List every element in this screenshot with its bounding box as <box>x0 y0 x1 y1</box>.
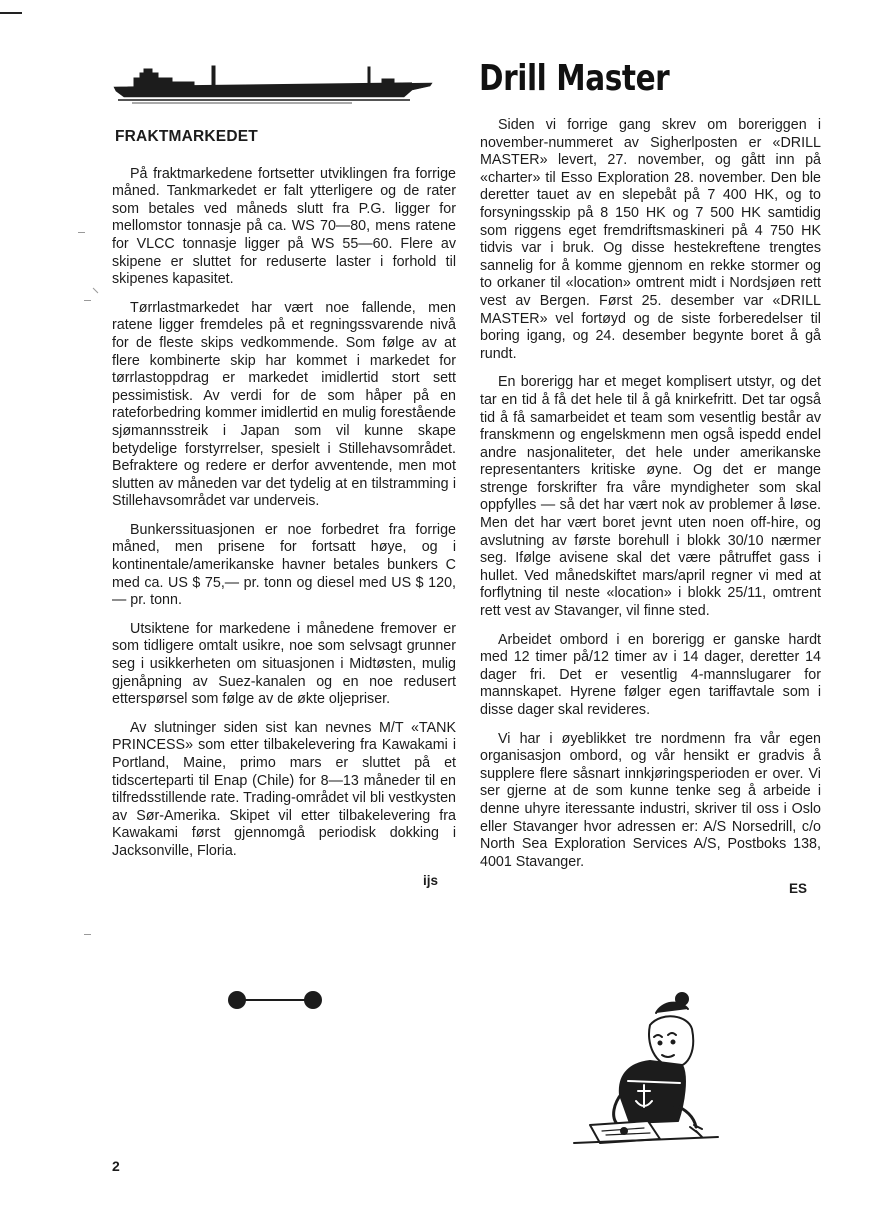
corner-crop-mark <box>0 12 22 14</box>
body-paragraph: Av slutninger siden sist kan nevnes M/T «TANK PRINCESS» som etter tilbakelevering fra Kawakami i Portland, Maine, primo mars er sluttet på et tidscerteparti til Enap (Chile) for 8—13 måneder til en tilfredsstillende rate. Trading-området vil bli vestkysten av Sør-Amerika. Skipet vil etter tilbakelevering fra Kawakami først gjennomgå periodisk dokking i Jacksonville, Floria. <box>112 719 456 859</box>
margin-tick <box>84 300 91 301</box>
author-signature: ijs <box>422 872 438 888</box>
body-paragraph: Arbeidet ombord i en borerigg er ganske hardt med 12 timer på/12 timer av i 14 dager, deretter 14 dager fri. Det er vesentlig 4-mannslugarer for mannskapet. Hyrene følger egen tariffavtale som i disse dager skal revideres. <box>480 631 821 718</box>
margin-tick <box>78 232 85 233</box>
margin-tick <box>93 288 99 294</box>
section-heading: FRAKTMARKEDET <box>115 128 258 145</box>
dot-line-dot-icon <box>227 990 323 1010</box>
tanker-ship-icon <box>112 62 434 104</box>
body-paragraph: Vi har i øyeblikket tre nordmenn fra vår egen organisasjon ombord, og vår hensikt er gradvis å supplere flere såsnart innkjøringsperioden er over. Vi ser gjerne at de som kunne tenke seg å arbeide i denne uhyre iteressante industri, skriver til oss i Oslo eller Stavanger hvor adressen er: A/S Norsedrill, c/o North Sea Exploration Services A/S, Postboks 138, 4001 Stavanger. <box>480 730 821 870</box>
body-paragraph: Tørrlastmarkedet har vært noe fallende, men ratene ligger fremdeles på et regningssvarende nivå for de fleste skips vedkommende. Som følge av at flere kombinerte skip har kommet i markedet for tørrlastoppdrag er markedet imidlertid stort sett pessimistisk. Av verdi for de som håper på en rateforbedring kommer imidlertid en mulig forestående sjømannsstreik i Japan som vil kunne skape betydelige forstyrrelser, spesielt i Stillehavsområdet. Befraktere og redere er derfor avventende, men mot slutten av måneden var det tydelig at en tilstramming i Stillehavsområdet var underveis. <box>112 299 456 510</box>
fraktmarkedet-column <box>112 128 456 889</box>
body-paragraph: Bunkerssituasjonen er noe forbedret fra forrige måned, men prisene for fortsatt høye, og i kontinentale/amerikanske havner betales bunkers C med ca. US $ 75,— pr. tonn og diesel med US $ 120,— pr. tonn. <box>112 521 456 609</box>
body-paragraph: Siden vi forrige gang skrev om boreriggen i november-nummeret av Sigherlposten er «DRILL MASTER» levert, 27. november, og gått inn på «charter» til Esso Exploration 28. november. Den ble deretter tauet av en slepebåt på 7 400 HK, og to forsyningsskip på 8 150 HK og 7 500 HK samtidig som riggens eget fremdriftsmaskineri på 4 750 HK tidvis var i bruk. Og disse hestekreftene trengtes sannelig for å komme gjennom en rekke stormer og to orkaner til «location» omtrent midt i Nordsjøen rett vest av Bergen. Først 25. desember var «DRILL MASTER» vel fortøyd og de siste forberedelser til boring igang, og 24. desember begynte boret å gå rundt. <box>480 117 821 362</box>
body-paragraph: En borerigg har et meget komplisert utstyr, og det tar en tid å få det hele til å gå knirkefritt. Det tar også tid å få samarbeidet et team som vesentlig består av franskmenn og engelskmenn men også ispedd endel andre nasjonaliteter, det hele under amerikanske representanters kritiske øyne. Og det er mange strenge forskrifter fra våre myndigheter som skal oppfylles — så det har vært nok av problemer å løse. Men det har vært boret jevnt uten noen off-hire, og avslutning av første borehull i blokk 30/10 nærmer seg. Ifølge avisene skal det være påtruffet gass i hullet. Ved månedskiftet mars/april regner vi med at forflytning til neste «location» i blokk 25/11, omtrent rett vest av Stavanger, vil finne sted. <box>480 374 821 620</box>
body-paragraph: På fraktmarkedene fortsetter utviklingen fra forrige måned. Tankmarkedet er falt ytterligere og de rater som betales ved måneds slutt fra P.G. ligger for mellomstor tonnasje på ca. WS 70—80, mens ratene for VLCC tonnasje ligger på WS 55—60. Flere av skipene er sluttet for reduserte laster i forhold til skipenes kapasitet. <box>112 165 456 288</box>
page-number: 2 <box>112 1158 120 1174</box>
body-paragraph: Utsiktene for markedene i månedene fremover er som tidligere omtalt usikre, noe som selvsagt grunner seg i usikkerheten om situasjonen i Midtøsten, mulig gjenåpning av Suez-kanalen og en noe redusert etterspørsel som følge av de økte oljepriser. <box>112 620 456 708</box>
margin-tick <box>84 934 91 935</box>
author-signature: ES <box>788 881 807 897</box>
drill-master-column <box>480 117 821 898</box>
sailor-reading-chart-icon <box>570 985 720 1145</box>
article-title: Drill Master <box>479 58 670 99</box>
